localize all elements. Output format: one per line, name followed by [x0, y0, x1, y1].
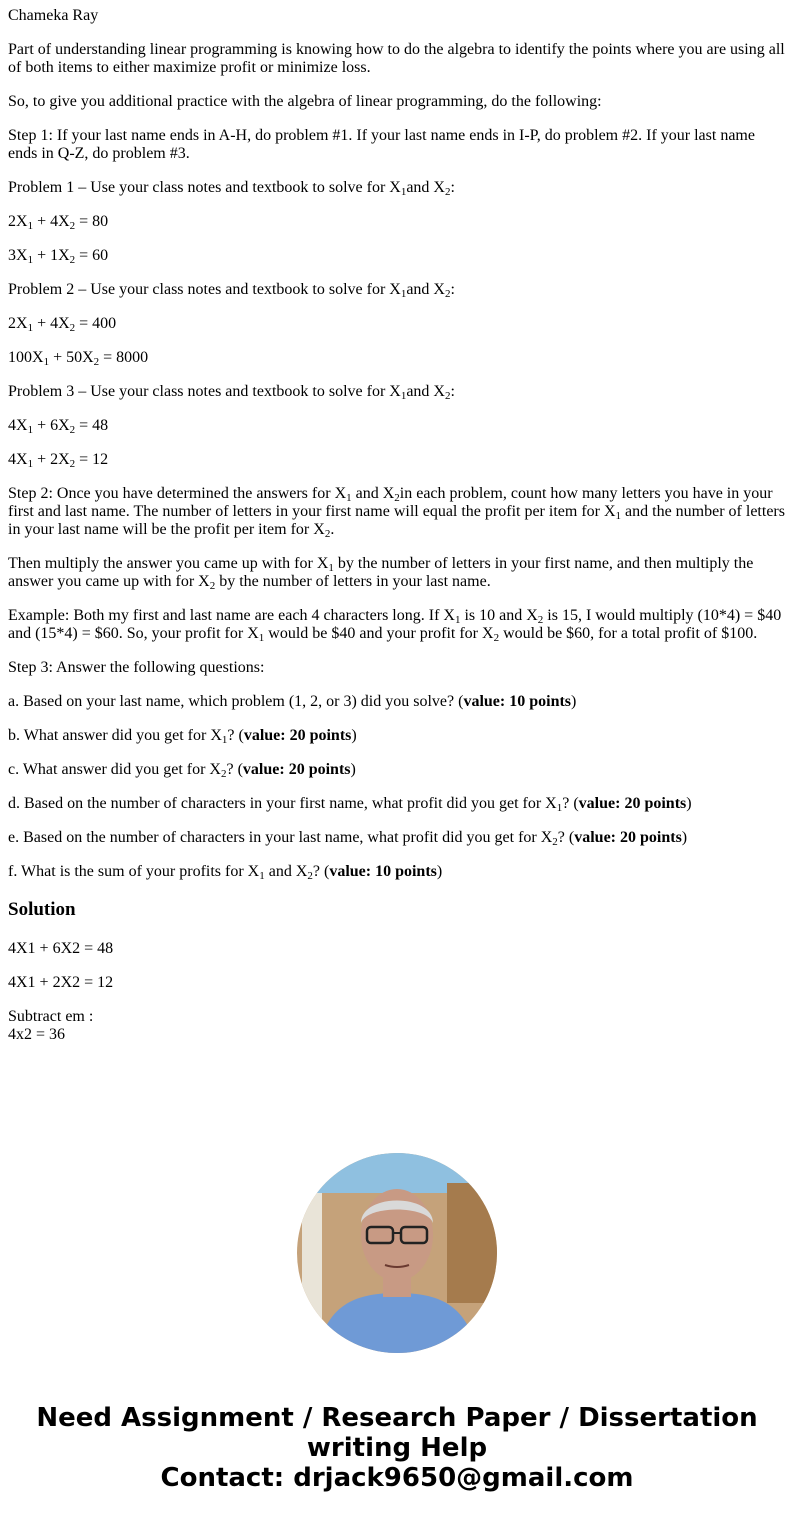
step3-paragraph: Step 3: Answer the following questions:: [8, 659, 265, 676]
footer-contact: Contact: drjack9650@gmail.com: [160, 1463, 634, 1493]
solution-line-1: 4X1 + 6X2 = 48: [8, 940, 114, 957]
avatar-door: [447, 1183, 497, 1303]
solution-line-2: 4X1 + 2X2 = 12: [8, 974, 114, 991]
question-d: d. Based on the number of characters in your first name, what profit did you get for $X_1$? (value: 20 points): [8, 795, 692, 814]
problem-1-equation-1: $2X_1 + 4X_2 = 80$: [8, 213, 109, 232]
problem-1-equation-2: $3X_1 + 1X_2 = 60$: [8, 247, 109, 266]
example-paragraph: Example: Both my first and last name are each 4 characters long. If $X_1$ is 10 and $X_2$ is 15, I would multiply (10*4) = $40 and (15*4) = $60. So, your profit for $X_1$ would be $40 and your profit for $X_2$ would be $60, for a total profit of $100.: [8, 607, 782, 644]
solution-line-4: 4x2 = 36: [8, 1026, 66, 1043]
question-b: b. What answer did you get for $X_1$? (value: 20 points): [8, 727, 357, 746]
footer-line-2: writing Help: [306, 1433, 488, 1463]
step2-paragraph: Step 2: Once you have determined the answers for $X_1$ and $X_2in$ each problem, count how many letters you have in your first and last name. The number of letters in your first name will equal the profit per item for $X_1$ and the number of letters in your last name will be the profit per item for $X_2$.: [8, 485, 785, 540]
intro-paragraph: Part of understanding linear programming is knowing how to do the algebra to identify the points where you are using all of both items to either maximize profit or minimize loss.: [8, 41, 785, 76]
step1-paragraph: Step 1: If your last name ends in A-H, do problem #1. If your last name ends in I-P, do problem #2. If your last name ends in Q-Z, do problem #3.: [8, 127, 755, 162]
avatar-wall: [302, 1193, 322, 1333]
problem-2-lead: Problem 2 – Use your class notes and textbook to solve for $X_1and$ $X_2$:: [8, 281, 455, 300]
author-name: Chameka Ray: [8, 7, 99, 24]
document-body: [8, 7, 786, 1122]
practice-paragraph: So, to give you additional practice with the algebra of linear programming, do the following:: [8, 93, 602, 110]
problem-3-equation-1: $4X_1 + 6X_2 = 48$: [8, 417, 109, 436]
problem-2-equation-1: $2X_1 + 4X_2 = 400$: [8, 315, 117, 334]
footer-line-1: Need Assignment / Research Paper / Dissertation: [36, 1403, 758, 1433]
footer-banner: [0, 1403, 794, 1493]
problem-3-lead: Problem 3 – Use your class notes and textbook to solve for $X_1and$ $X_2$:: [8, 383, 455, 402]
avatar: [297, 1153, 497, 1353]
question-e: e. Based on the number of characters in your last name, what profit did you get for $X_2$? (value: 20 points): [8, 829, 688, 848]
question-a: a. Based on your last name, which problem (1, 2, or 3) did you solve? (value: 10 points): [8, 693, 577, 710]
question-f: f. What is the sum of your profits for $X_1$ and $X_2$? (value: 10 points): [8, 863, 443, 882]
multiply-paragraph: Then multiply the answer you came up with for $X_1$ by the number of letters in your first name, and then multiply the answer you came up with for $X_2$ by the number of letters in your last name.: [8, 555, 754, 592]
problem-3-equation-2: $4X_1 + 2X_2 = 12$: [8, 451, 109, 470]
solution-heading: Solution: [8, 899, 76, 920]
question-c: c. What answer did you get for $X_2$? (value: 20 points): [8, 761, 356, 780]
problem-1-lead: Problem 1 – Use your class notes and textbook to solve for $X_1and$ $X_2$:: [8, 179, 455, 198]
problem-2-equation-2: $100X_1 + 50X_2 = 8000$: [8, 349, 149, 368]
avatar-portrait: [297, 1153, 497, 1353]
solution-line-3: Subtract em :: [8, 1008, 94, 1025]
